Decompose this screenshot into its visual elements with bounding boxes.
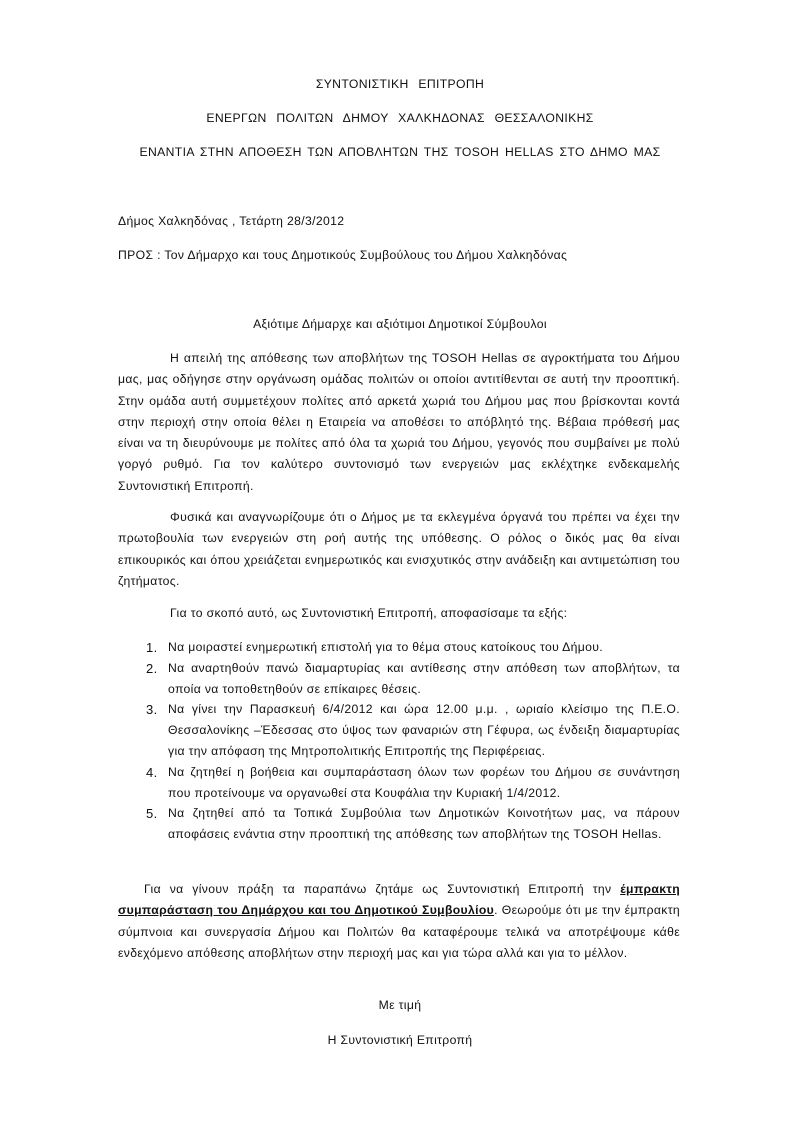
paragraph-municipality-role (118, 507, 680, 592)
closing-signature: Η Συντονιστική Επιτροπή (327, 1033, 473, 1047)
list-item-text: Να γίνει την Παρασκευή 6/4/2012 και ώρα 12.00 μ.μ. , ωριαίο κλείσιμο της Π.Ε.Ο. Θεσσαλονίκης –Έδεσσας στο ύψος των φαναριών στη Γέφυρα, ως ένδειξη διαμαρτυρίας για την απόφαση της Μητροπολιτικής Επιτροπής της Περιφέρειας. (168, 702, 680, 758)
paragraph-request (118, 879, 680, 964)
paragraph-request-continuation: . Θεωρούμε ότι με την έμπρακτη σύμπνοια και συνεργασία Δήμου και Πολιτών θα καταφέρουμε τελικά να αποτρέψουμε κάθε ενδεχόμενο απόθεσης αποβλήτων στην περιοχή μας και για τώρα αλλά και για το μέλλον. (118, 903, 681, 960)
list-item-number: 3. (146, 702, 158, 718)
list-item-number: 5. (146, 806, 158, 822)
paragraph-intro (118, 348, 680, 497)
paragraph-decisions-intro (118, 603, 680, 624)
list-item (118, 762, 680, 804)
list-item-number: 2. (146, 660, 158, 676)
paragraph-decisions-intro-text: Για το σκοπό αυτό, ως Συντονιστική Επιτροπή, αποφασίσαμε τα εξής: (170, 606, 568, 620)
header-committee-title: ΣΥΝΤΟΝΙΣΤΙΚΗ ΕΠΙΤΡΟΠΗ (315, 77, 485, 91)
recipient-line: ΠΡΟΣ : Τον Δήμαρχο και τους Δημοτικούς Συμβούλους του Δήμου Χαλκηδόνας (118, 248, 568, 262)
salutation: Αξιότιμε Δήμαρχε και αξιότιμοι Δημοτικοί Σύμβουλοι (253, 317, 547, 331)
list-item-number: 1. (146, 640, 158, 655)
list-item (118, 658, 680, 700)
paragraph-municipality-role-text: Φυσικά και αναγνωρίζουμε ότι ο Δήμος με τα εκλεγμένα όργανά του πρέπει να έχει την πρωτοβουλία των ενεργειών στη ροή αυτής της υπόθεσης. Ο ρόλος ο δικός μας θα είναι επικουρικός και όπου χρειάζεται ενημερωτικός και ενισχυτικός στην ανάδειξη και αντιμετώπιση του ζητήματος. (118, 510, 680, 588)
list-item-text: Να μοιραστεί ενημερωτική επιστολή για το θέμα στους κατοίκους του Δήμου. (168, 640, 604, 654)
list-item (118, 637, 680, 658)
list-item (118, 803, 680, 845)
list-item-text: Να ζητηθεί η βοήθεια και συμπαράσταση όλων των φορέων του Δήμου σε συνάντηση που προτείνουμε να οργανωθεί στα Κουφάλια την Κυριακή 1/4/2012. (168, 764, 680, 800)
header-citizens-line: ΕΝΕΡΓΩΝ ΠΟΛΙΤΩΝ ΔΗΜΟΥ ΧΑΛΚΗΔΟΝΑΣ ΘΕΣΣΑΛΟΝΙΚΗΣ (206, 111, 594, 125)
list-item-text: Να αναρτηθούν πανώ διαμαρτυρίας και αντίθεσης στην απόθεση των αποβλήτων, τα οποία να τοποθετηθούν σε επίκαιρες θέσεις. (168, 660, 680, 696)
date-line: Δήμος Χαλκηδόνας , Τετάρτη 28/3/2012 (118, 214, 345, 228)
list-item-number: 4. (146, 764, 158, 780)
paragraph-intro-text: Η απειλή της απόθεσης των αποβλήτων της TOSOH Hellas σε αγροκτήματα του Δήμου μας, μας οδήγησε στην οργάνωση ομάδας πολιτών οι οποίοι αντιτίθενται σε αυτή την προοπτική. Στην ομάδα αυτή συμμετέχουν πολίτες από αρκετά χωριά του Δήμου μας που βρίσκονται κοντά στην περιοχή στην οποία θέλει η Εταιρεία να αποθέσει το απόβλητό της. Βέβαια πρόθεσή μας είναι να τη διευρύνουμε με πολίτες από όλα τα χωριά του Δήμου, γεγονός που συμβαίνει με πολύ γοργό ρυθμό. Για τον καλύτερο συντονισμό των ενεργειών μας εκλέχτηκε ενδεκαμελής Συντονιστική Επιτροπή. (118, 351, 680, 493)
paragraph-request-text: Για να γίνουν πράξη τα παραπάνω ζητάμε ως Συντονιστική Επιτροπή την (144, 882, 621, 896)
closing-regards: Με τιμή (378, 998, 422, 1012)
list-item (118, 699, 680, 761)
paragraph-request-emphasis: έμπρακτη συμπαράσταση του Δημάρχου και του Δημοτικού Συμβουλίου (118, 882, 680, 918)
list-item-text: Να ζητηθεί από τα Τοπικά Συμβούλια των Δημοτικών Κοινοτήτων μας, να πάρουν αποφάσεις ενάντια στην προοπτική της απόθεσης των αποβλήτων της TOSOH Hellas. (168, 806, 680, 842)
decisions-list (118, 637, 680, 845)
header-opposition-line: ΕΝΑΝΤΙΑ ΣΤΗΝ ΑΠΟΘΕΣΗ ΤΩΝ ΑΠΟΒΛΗΤΩΝ ΤΗΣ TOSOH HELLAS ΣΤΟ ΔΗΜΟ ΜΑΣ (139, 145, 661, 159)
